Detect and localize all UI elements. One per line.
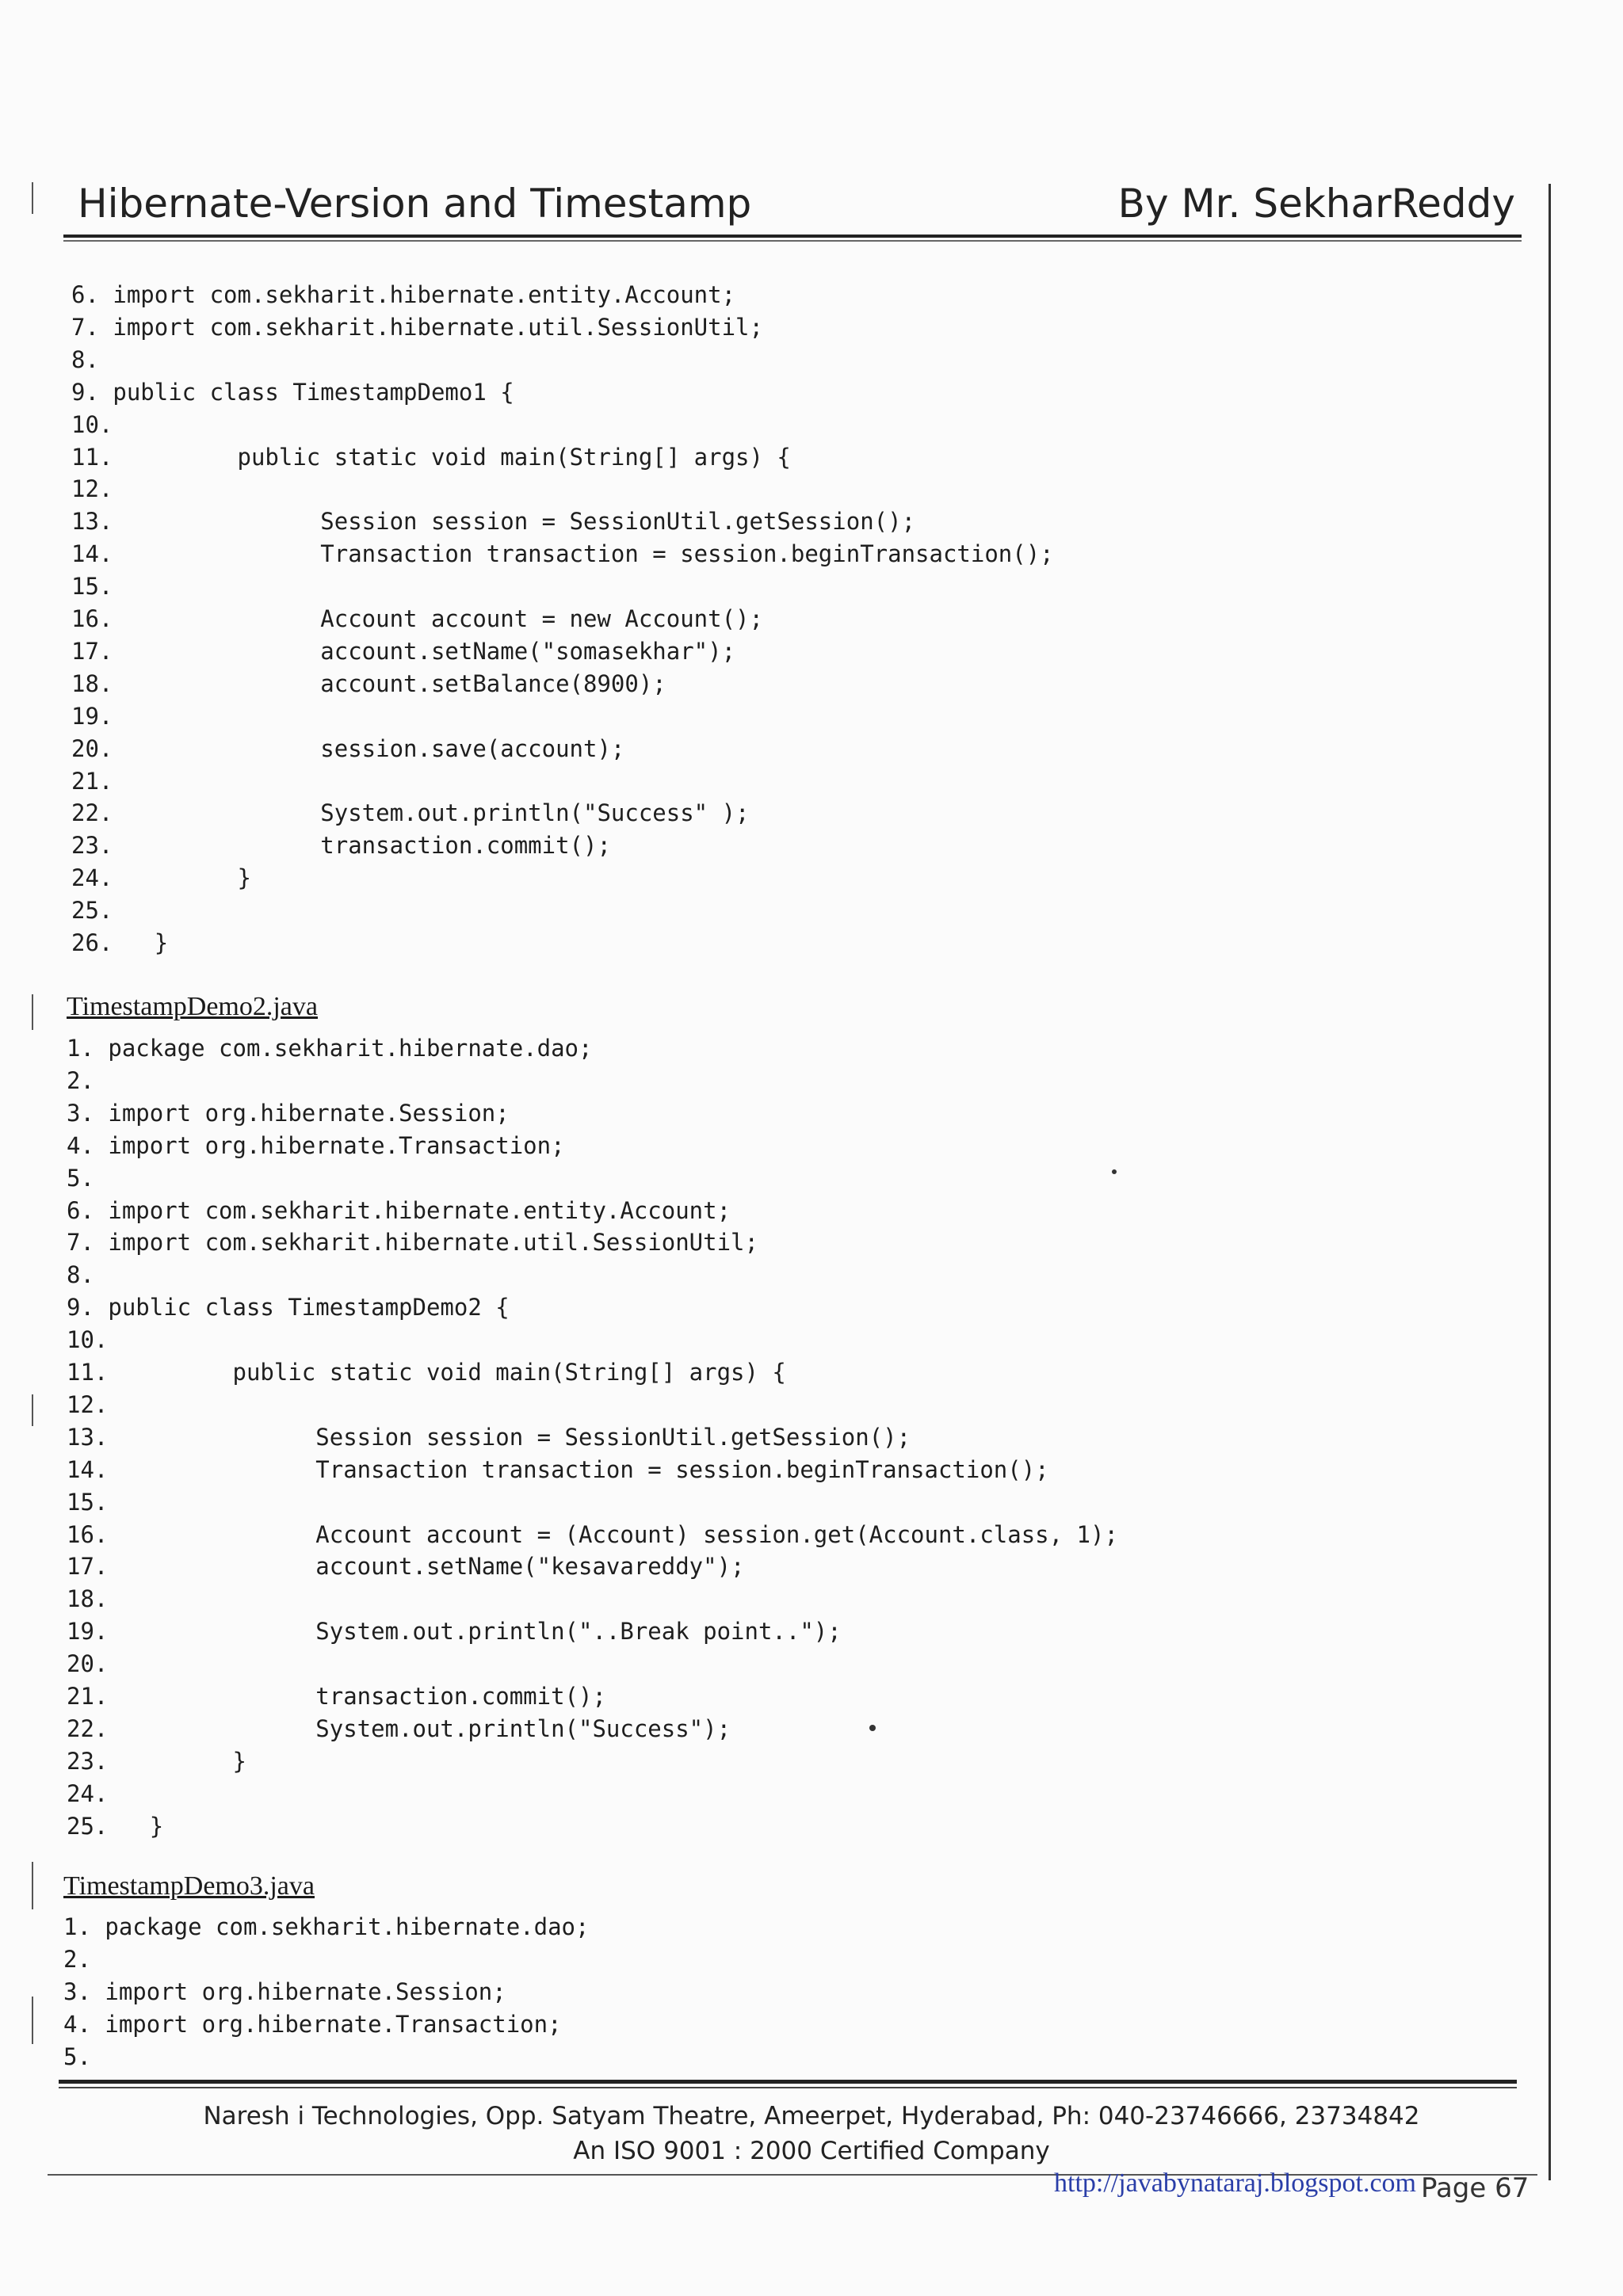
code-line: 19. System.out.println("..Break point.."); (67, 1618, 842, 1646)
header-rule-thin (63, 240, 1522, 242)
code-line: 11. public static void main(String[] args) { (71, 443, 791, 471)
code-line: 10. (67, 1326, 109, 1354)
code-line: 24. (67, 1779, 109, 1807)
code-line: 13. Session session = SessionUtil.getSession(); (71, 508, 916, 536)
header-rule (63, 235, 1522, 238)
margin-mark (32, 1997, 33, 2044)
code-line: 3. import org.hibernate.Session; (63, 1978, 506, 2005)
code-line: 10. (71, 410, 113, 438)
code-line: 26. } (71, 929, 169, 956)
code-line: 2. (67, 1066, 94, 1094)
file-title: TimestampDemo2.java (67, 992, 318, 1021)
code-line: 23. } (67, 1747, 246, 1775)
code-line: 2. (63, 1945, 91, 1973)
code-line: 1. package com.sekharit.hibernate.dao; (67, 1035, 593, 1062)
code-line: 17. account.setName("kesavareddy"); (67, 1553, 745, 1581)
code-line: 18. (67, 1585, 109, 1613)
page-number: Page 67 (1421, 2172, 1529, 2204)
margin-mark (32, 1394, 33, 1426)
footer-rule (59, 2080, 1517, 2084)
code-line: 15. (71, 573, 113, 601)
code-line: 22. System.out.println("Success" ); (71, 799, 750, 827)
code-line: 12. (71, 475, 113, 503)
code-line: 13. Session session = SessionUtil.getSession(); (67, 1423, 911, 1451)
code-line: 23. transaction.commit(); (71, 832, 611, 860)
header-title: Hibernate-Version and Timestamp (78, 181, 752, 227)
code-line: 25. } (67, 1812, 164, 1840)
file-title: TimestampDemo3.java (63, 1871, 315, 1901)
code-line: 3. import org.hibernate.Session; (67, 1099, 510, 1127)
code-line: 5. (67, 1164, 94, 1192)
code-line: 14. Transaction transaction = session.beginTransaction(); (67, 1455, 1049, 1483)
code-line: 24. } (71, 864, 251, 892)
footer-certification: An ISO 9001 : 2000 Certified Company (573, 2137, 1050, 2165)
code-line: 11. public static void main(String[] args) { (67, 1359, 786, 1386)
scan-dot (1112, 1169, 1117, 1174)
code-line: 17. account.setName("somasekhar"); (71, 637, 736, 665)
margin-mark (32, 182, 33, 214)
code-line: 12. (67, 1390, 109, 1418)
code-line: 8. (67, 1261, 94, 1289)
code-line: 25. (71, 897, 113, 925)
margin-mark (32, 994, 33, 1030)
scan-dot (869, 1725, 876, 1731)
code-line: 14. Transaction transaction = session.beginTransaction(); (71, 540, 1054, 568)
code-line: 21. (71, 767, 113, 795)
code-line: 9. public class TimestampDemo1 { (71, 378, 514, 406)
code-line: 6. import com.sekharit.hibernate.entity.Account; (71, 281, 736, 308)
blog-url[interactable]: http://javabynataraj.blogspot.com (1054, 2168, 1417, 2198)
code-line: 18. account.setBalance(8900); (71, 669, 666, 697)
page-frame-right (1549, 184, 1551, 2180)
code-line: 4. import org.hibernate.Transaction; (67, 1131, 565, 1159)
margin-mark (32, 1862, 33, 1909)
code-line: 7. import com.sekharit.hibernate.util.SessionUtil; (71, 313, 763, 341)
code-line: 21. transaction.commit(); (67, 1683, 606, 1710)
footer-rule-thin (59, 2087, 1517, 2088)
code-line: 5. (63, 2042, 91, 2070)
code-line: 9. public class TimestampDemo2 { (67, 1294, 510, 1322)
code-line: 16. Account account = (Account) session.get(Account.class, 1); (67, 1520, 1118, 1548)
footer-address: Naresh i Technologies, Opp. Satyam Theatre, Ameerpet, Hyderabad, Ph: 040-23746666, 23734842 (203, 2102, 1420, 2130)
code-line: 4. import org.hibernate.Transaction; (63, 2010, 562, 2038)
header-author: By Mr. SekharReddy (1117, 181, 1515, 227)
code-line: 16. Account account = new Account(); (71, 605, 763, 632)
code-line: 19. (71, 702, 113, 730)
code-line: 7. import com.sekharit.hibernate.util.SessionUtil; (67, 1229, 758, 1257)
code-line: 1. package com.sekharit.hibernate.dao; (63, 1913, 590, 1940)
code-line: 22. System.out.println("Success"); (67, 1714, 731, 1742)
code-line: 8. (71, 345, 99, 373)
code-line: 20. session.save(account); (71, 734, 625, 762)
code-line: 6. import com.sekharit.hibernate.entity.Account; (67, 1196, 731, 1224)
code-line: 15. (67, 1488, 109, 1516)
code-line: 20. (67, 1650, 109, 1678)
